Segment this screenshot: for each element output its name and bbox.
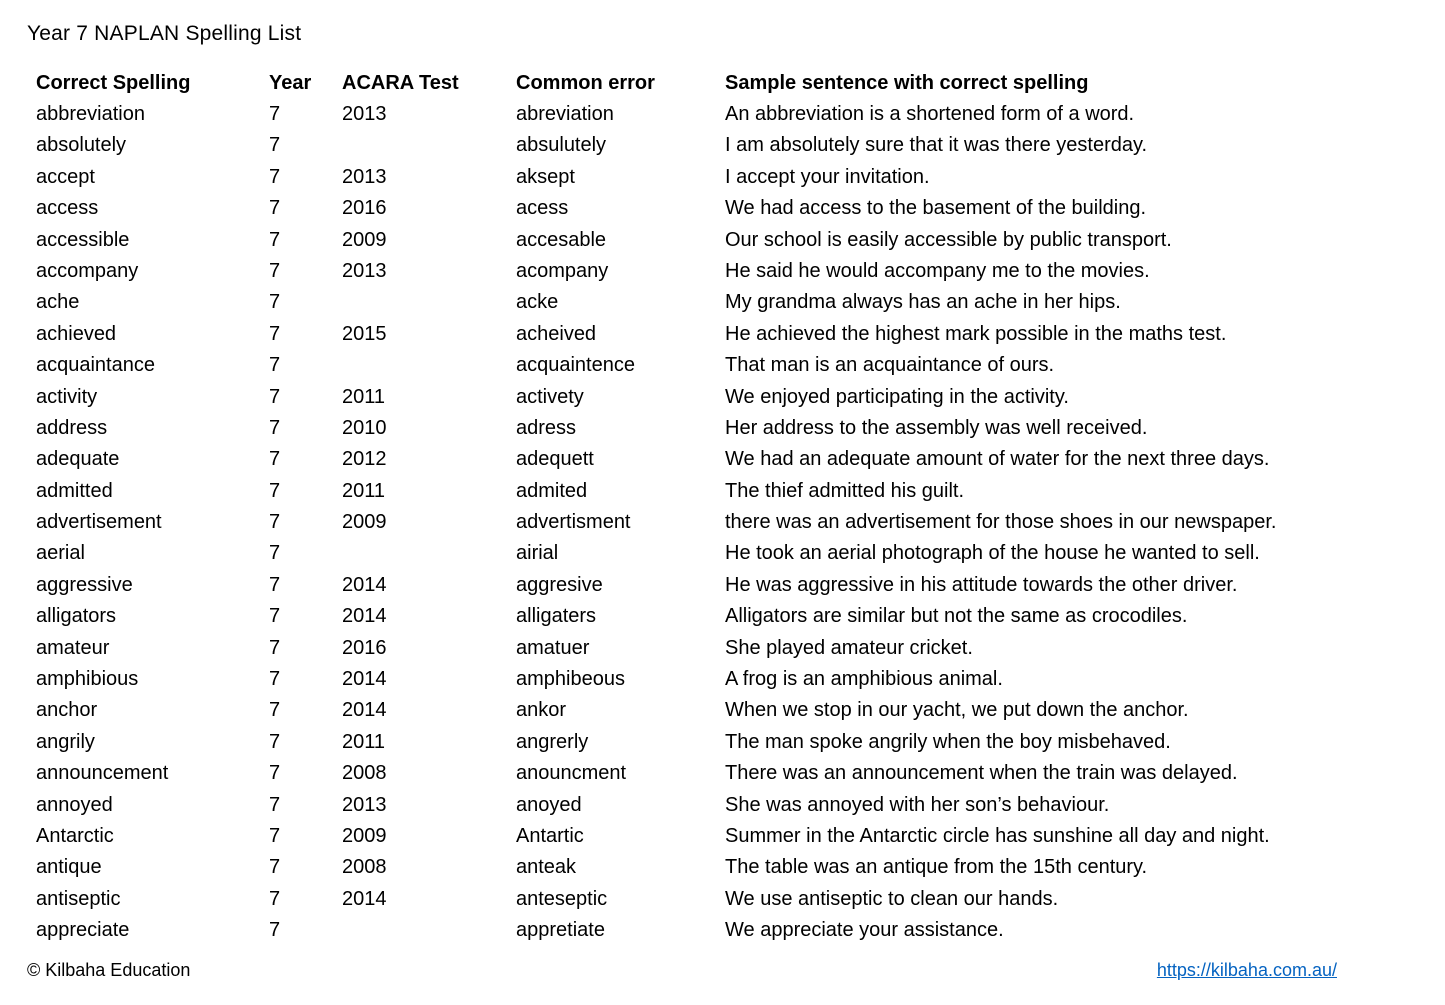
table-row: [36, 444, 1416, 475]
cell-word: advertisement: [36, 511, 162, 534]
cell-word: annoyed: [36, 793, 113, 816]
cell-error: anteak: [516, 856, 577, 879]
cell-error: adress: [516, 416, 577, 439]
cell-sentence: Summer in the Antarctic circle has sunshine all day and night.: [725, 824, 1270, 847]
cell-test: 2016: [342, 197, 387, 220]
cell-error: activety: [516, 385, 584, 408]
cell-test: 2013: [342, 165, 387, 188]
cell-word: achieved: [36, 322, 117, 345]
cell-error: alligaters: [516, 605, 597, 628]
cell-error: anoyed: [516, 793, 582, 816]
cell-word: amateur: [36, 636, 110, 659]
table-row: [36, 225, 1416, 256]
header-year: Year: [269, 72, 312, 94]
cell-sentence: The thief admitted his guilt.: [725, 479, 965, 502]
cell-word: alligators: [36, 605, 117, 628]
cell-word: ache: [36, 291, 80, 314]
cell-year: 7: [269, 322, 281, 345]
cell-test: 2013: [342, 259, 387, 282]
cell-test: 2009: [342, 228, 387, 251]
cell-sentence: He said he would accompany me to the movies.: [725, 259, 1150, 282]
cell-sentence: there was an advertisement for those shoes in our newspaper.: [725, 511, 1277, 534]
cell-word: accept: [36, 165, 95, 188]
cell-error: adequett: [516, 448, 594, 471]
cell-error: absulutely: [516, 134, 607, 157]
cell-word: adequate: [36, 448, 120, 471]
cell-word: absolutely: [36, 134, 127, 157]
cell-error: acheived: [516, 322, 597, 345]
cell-error: acompany: [516, 259, 609, 282]
cell-word: abbreviation: [36, 103, 145, 125]
table-row: [36, 727, 1416, 758]
cell-error: aksept: [516, 165, 575, 188]
cell-year: 7: [269, 793, 281, 816]
cell-sentence: I am absolutely sure that it was there yesterday.: [725, 134, 1148, 157]
cell-sentence: We use antiseptic to clean our hands.: [725, 887, 1059, 910]
cell-sentence: The table was an antique from the 15th century.: [725, 856, 1148, 879]
cell-word: acquaintance: [36, 354, 155, 377]
table-row: [36, 538, 1416, 569]
cell-error: anouncment: [516, 762, 627, 785]
cell-sentence: She was annoyed with her son’s behaviour.: [725, 793, 1110, 816]
cell-error: Antartic: [516, 824, 584, 847]
table-row: [36, 193, 1416, 224]
cell-error: aggresive: [516, 573, 603, 596]
table-row: [36, 350, 1416, 381]
cell-test: 2014: [342, 605, 387, 628]
table-row: [36, 413, 1416, 444]
header-sample-sentence: Sample sentence with correct spelling: [725, 72, 1089, 94]
cell-word: aerial: [36, 542, 85, 565]
cell-test: 2013: [342, 793, 387, 816]
cell-year: 7: [269, 824, 281, 847]
table-row: [36, 476, 1416, 507]
cell-word: anchor: [36, 699, 98, 722]
cell-word: address: [36, 416, 108, 439]
cell-year: 7: [269, 165, 281, 188]
cell-year: 7: [269, 919, 281, 942]
cell-sentence: He achieved the highest mark possible in the maths test.: [725, 322, 1227, 345]
cell-sentence: I accept your invitation.: [725, 165, 930, 188]
cell-year: 7: [269, 103, 281, 125]
cell-year: 7: [269, 511, 281, 534]
cell-sentence: He was aggressive in his attitude towards the other driver.: [725, 573, 1238, 596]
table-header-row: [36, 68, 1416, 99]
cell-word: appreciate: [36, 919, 130, 942]
cell-test: 2010: [342, 416, 387, 439]
cell-word: Antarctic: [36, 824, 114, 847]
copyright-text: © Kilbaha Education: [27, 960, 191, 980]
cell-test: 2014: [342, 699, 387, 722]
cell-error: appretiate: [516, 919, 605, 942]
page-footer: [27, 960, 1337, 981]
kilbaha-link[interactable]: https://kilbaha.com.au/: [1156, 960, 1337, 980]
cell-word: accompany: [36, 259, 139, 282]
cell-error: amatuer: [516, 636, 590, 659]
cell-year: 7: [269, 542, 281, 565]
table-row: [36, 633, 1416, 664]
cell-error: admited: [516, 479, 588, 502]
cell-sentence: When we stop in our yacht, we put down the anchor.: [725, 699, 1189, 722]
table-row: [36, 256, 1416, 287]
cell-year: 7: [269, 573, 281, 596]
table-row: [36, 130, 1416, 161]
table-row: [36, 319, 1416, 350]
cell-test: 2009: [342, 511, 387, 534]
cell-year: 7: [269, 448, 281, 471]
cell-year: 7: [269, 228, 281, 251]
cell-year: 7: [269, 605, 281, 628]
table-row: [36, 507, 1416, 538]
cell-year: 7: [269, 416, 281, 439]
cell-test: 2014: [342, 887, 387, 910]
table-row: [36, 162, 1416, 193]
cell-sentence: He took an aerial photograph of the house he wanted to sell.: [725, 542, 1260, 565]
cell-test: 2009: [342, 824, 387, 847]
cell-sentence: That man is an acquaintance of ours.: [725, 354, 1055, 377]
cell-test: 2011: [342, 479, 386, 502]
cell-year: 7: [269, 668, 281, 691]
cell-test: 2008: [342, 856, 387, 879]
cell-year: 7: [269, 636, 281, 659]
cell-year: 7: [269, 354, 281, 377]
cell-error: ankor: [516, 699, 567, 722]
cell-test: 2011: [342, 385, 386, 408]
cell-sentence: A frog is an amphibious animal.: [725, 668, 1003, 691]
cell-test: 2014: [342, 573, 387, 596]
cell-year: 7: [269, 887, 281, 910]
table-row: [36, 821, 1416, 852]
cell-word: access: [36, 197, 99, 220]
cell-error: amphibeous: [516, 668, 625, 691]
cell-error: acke: [516, 291, 559, 314]
header-correct-spelling: Correct Spelling: [36, 72, 191, 94]
cell-error: angrerly: [516, 730, 589, 753]
table-row: [36, 695, 1416, 726]
cell-sentence: We appreciate your assistance.: [725, 919, 1004, 942]
cell-word: antiseptic: [36, 887, 121, 910]
cell-test: 2014: [342, 668, 387, 691]
cell-sentence: The man spoke angrily when the boy misbehaved.: [725, 730, 1171, 753]
cell-year: 7: [269, 730, 281, 753]
cell-year: 7: [269, 856, 281, 879]
cell-error: anteseptic: [516, 887, 608, 910]
cell-year: 7: [269, 291, 281, 314]
page-title: Year 7 NAPLAN Spelling List: [27, 22, 302, 45]
header-acara-test: ACARA Test: [342, 72, 459, 94]
cell-year: 7: [269, 699, 281, 722]
cell-sentence: My grandma always has an ache in her hips.: [725, 291, 1121, 314]
cell-error: advertisment: [516, 511, 631, 534]
cell-test: 2015: [342, 322, 387, 345]
cell-word: admitted: [36, 479, 113, 502]
cell-test: 2008: [342, 762, 387, 785]
cell-test: 2013: [342, 103, 387, 125]
cell-error: accesable: [516, 228, 607, 251]
table-row: [36, 852, 1416, 883]
spelling-table: [36, 68, 1416, 947]
table-row: [36, 915, 1416, 946]
cell-year: 7: [269, 385, 281, 408]
cell-word: accessible: [36, 228, 130, 251]
table-row: [36, 601, 1416, 632]
table-row: [36, 758, 1416, 789]
cell-sentence: She played amateur cricket.: [725, 636, 973, 659]
table-row: [36, 99, 1416, 130]
cell-year: 7: [269, 259, 281, 282]
cell-year: 7: [269, 197, 281, 220]
cell-year: 7: [269, 762, 281, 785]
table-row: [36, 382, 1416, 413]
cell-word: antique: [36, 856, 102, 879]
cell-year: 7: [269, 479, 281, 502]
cell-sentence: We enjoyed participating in the activity.: [725, 385, 1069, 408]
cell-sentence: There was an announcement when the train was delayed.: [725, 762, 1238, 785]
table-row: [36, 570, 1416, 601]
cell-word: amphibious: [36, 668, 139, 691]
cell-sentence: We had an adequate amount of water for the next three days.: [725, 448, 1270, 471]
cell-sentence: Our school is easily accessible by public transport.: [725, 228, 1172, 251]
cell-error: airial: [516, 542, 559, 565]
cell-word: announcement: [36, 762, 169, 785]
cell-sentence: An abbreviation is a shortened form of a word.: [725, 103, 1135, 125]
table-row: [36, 664, 1416, 695]
cell-sentence: Her address to the assembly was well received.: [725, 416, 1148, 439]
cell-sentence: We had access to the basement of the building.: [725, 197, 1147, 220]
cell-word: activity: [36, 385, 98, 408]
cell-error: abreviation: [516, 103, 614, 125]
cell-test: 2016: [342, 636, 387, 659]
table-row: [36, 790, 1416, 821]
header-common-error: Common error: [516, 72, 655, 94]
cell-sentence: Alligators are similar but not the same as crocodiles.: [725, 605, 1188, 628]
cell-test: 2012: [342, 448, 387, 471]
table-body: [36, 99, 1416, 947]
cell-word: angrily: [36, 730, 95, 753]
table-row: [36, 287, 1416, 318]
cell-error: acquaintence: [516, 354, 635, 377]
table-row: [36, 884, 1416, 915]
cell-word: aggressive: [36, 573, 133, 596]
cell-year: 7: [269, 134, 281, 157]
cell-test: 2011: [342, 730, 386, 753]
cell-error: acess: [516, 197, 569, 220]
